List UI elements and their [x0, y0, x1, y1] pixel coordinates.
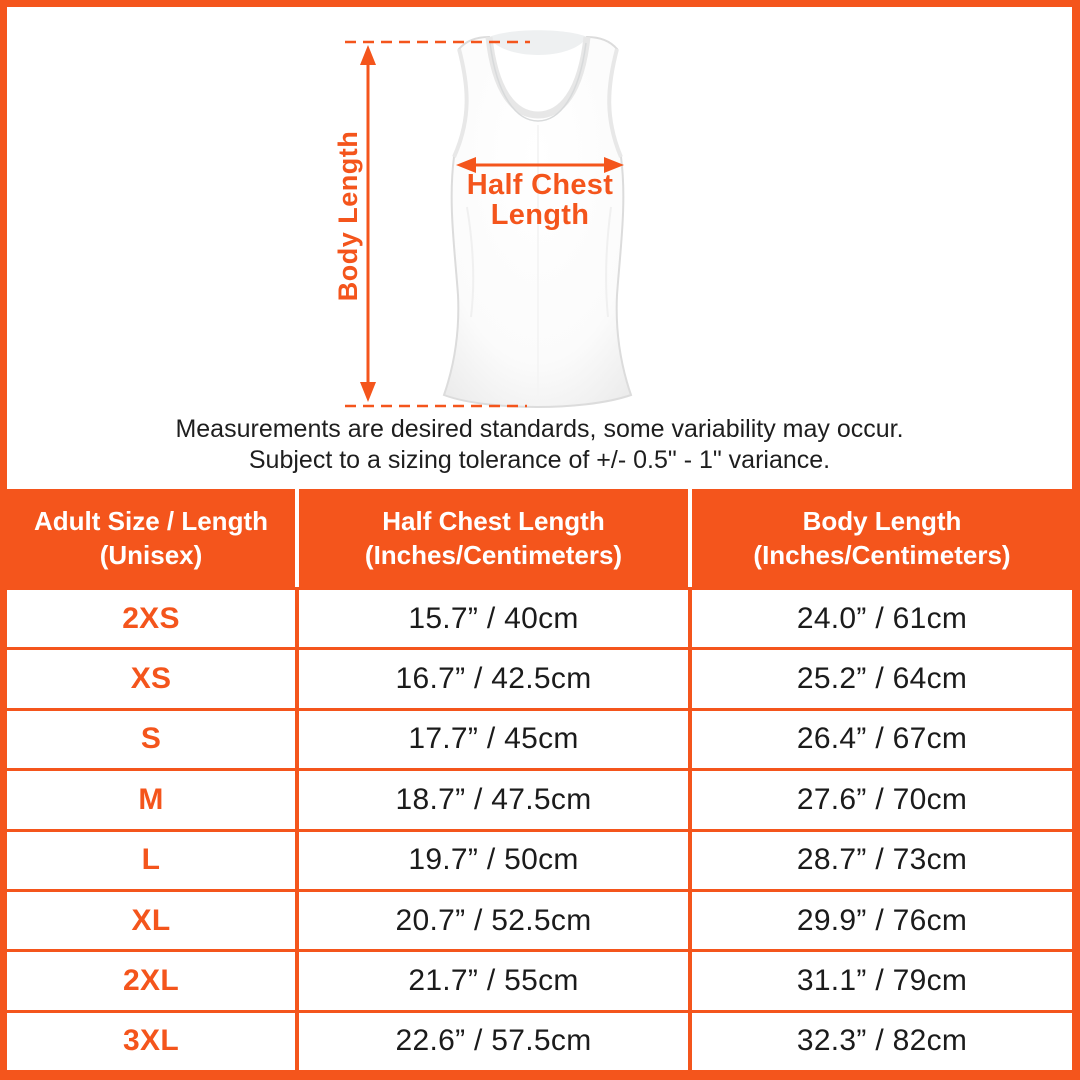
table-row [7, 889, 1072, 949]
size-cell: XS [130, 662, 172, 696]
table-row [7, 768, 1072, 828]
half-chest-label-line2: Length [490, 199, 590, 231]
table-row [7, 949, 1072, 1009]
arrow-head-down [360, 382, 376, 402]
header-body-length-line2: (Inches/Centimeters) [753, 540, 1011, 570]
size-table [7, 489, 1072, 1070]
size-cell: L [141, 843, 161, 877]
body-length-cell: 28.7” / 73cm [688, 832, 1072, 889]
body-length-cell: 32.3” / 82cm [688, 1013, 1072, 1070]
size-cell: 3XL [123, 1024, 179, 1058]
size-cell: XL [131, 903, 171, 937]
table-row [7, 647, 1072, 707]
half-chest-label [425, 170, 655, 230]
size-table-header [7, 489, 1072, 587]
arrow-head-up [360, 45, 376, 65]
body-length-cell: 31.1” / 79cm [688, 952, 1072, 1009]
table-row [7, 708, 1072, 768]
disclaimer-line2: Subject to a sizing tolerance of +/- 0.5" - 1" variance. [248, 446, 831, 474]
half-chest-cell: 16.7” / 42.5cm [295, 650, 688, 707]
disclaimer-line1: Measurements are desired standards, some variability may occur. [175, 415, 904, 443]
half-chest-cell: 15.7” / 40cm [295, 590, 688, 647]
header-cell-half-chest [295, 489, 688, 587]
half-chest-cell: 19.7” / 50cm [295, 832, 688, 889]
header-cell-size [7, 489, 295, 587]
size-cell: 2XS [122, 601, 180, 635]
half-chest-cell: 20.7” / 52.5cm [295, 892, 688, 949]
size-cell: M [138, 782, 164, 816]
header-half-chest-line1: Half Chest Length [382, 506, 605, 536]
header-half-chest-line2: (Inches/Centimeters) [364, 540, 623, 570]
body-length-cell: 29.9” / 76cm [688, 892, 1072, 949]
body-length-cell: 27.6” / 70cm [688, 771, 1072, 828]
half-chest-cell: 17.7” / 45cm [295, 711, 688, 768]
header-body-length-line1: Body Length [802, 506, 962, 536]
disclaimer [7, 414, 1072, 476]
body-length-cell: 24.0” / 61cm [688, 590, 1072, 647]
header-size-line2: (Unisex) [99, 540, 203, 570]
body-length-label: Body Length [333, 130, 363, 302]
half-chest-cell: 21.7” / 55cm [295, 952, 688, 1009]
header-cell-body-length [688, 489, 1072, 587]
table-row [7, 829, 1072, 889]
size-cell: 2XL [123, 963, 179, 997]
body-length-cell: 25.2” / 64cm [688, 650, 1072, 707]
header-size-line1: Adult Size / Length [34, 506, 268, 536]
size-cell: S [140, 722, 162, 756]
half-chest-label-line1: Half Chest [466, 169, 614, 201]
table-row [7, 1010, 1072, 1070]
half-chest-cell: 18.7” / 47.5cm [295, 771, 688, 828]
half-chest-cell: 22.6” / 57.5cm [295, 1013, 688, 1070]
tank-top-illustration [7, 7, 1072, 477]
body-length-cell: 26.4” / 67cm [688, 711, 1072, 768]
tank-top-back-collar [489, 30, 587, 55]
table-row [7, 587, 1072, 647]
